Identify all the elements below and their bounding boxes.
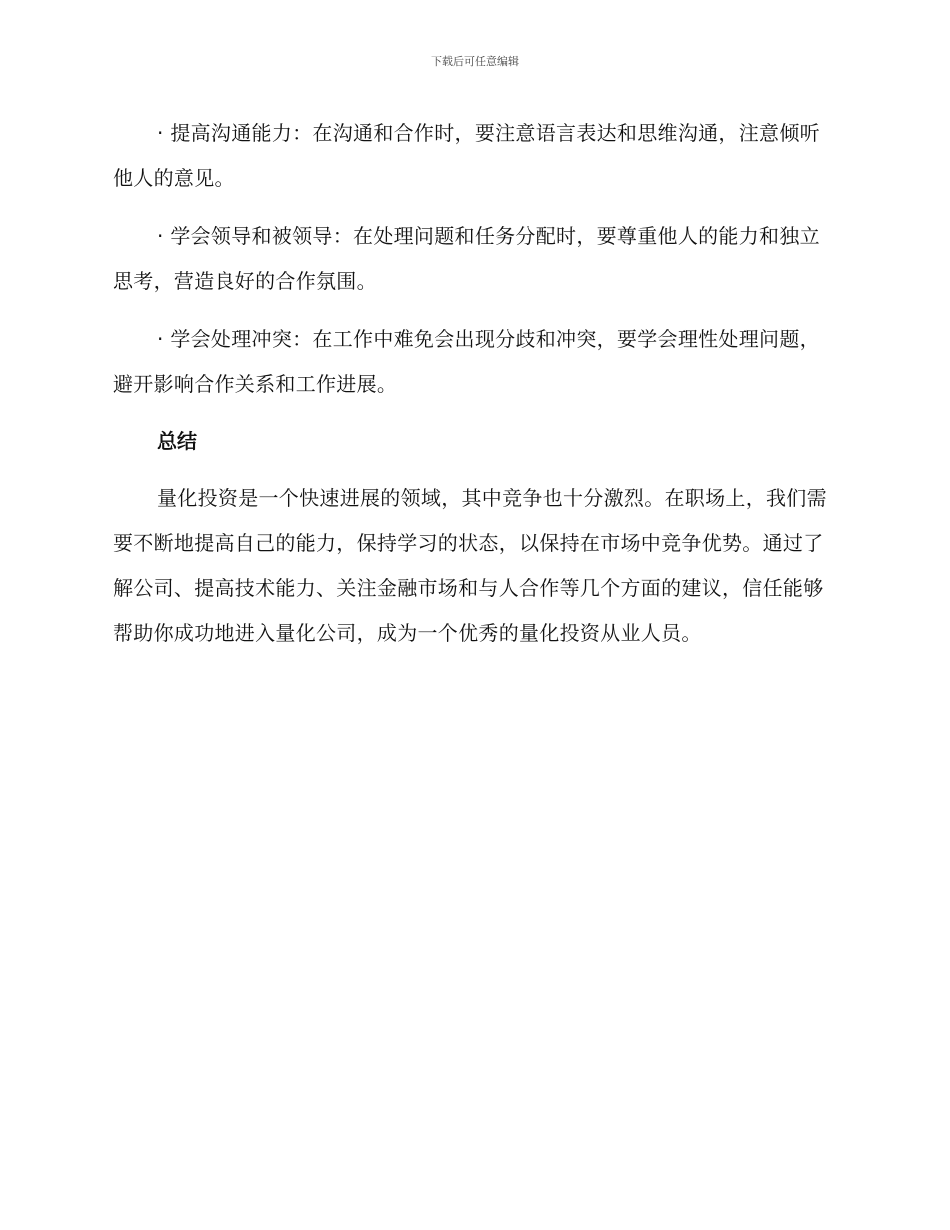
summary-heading: 总结 bbox=[157, 429, 197, 453]
bullet-communication: · 提高沟通能力：在沟通和合作时，要注意语言表达和思维沟通，注意倾听他人的意见。 bbox=[113, 121, 820, 190]
page-header: 下载后可任意编辑 bbox=[431, 55, 519, 68]
summary-paragraph: 量化投资是一个快速进展的领域，其中竞争也十分激烈。在职场上，我们需要不断地提高自己的能力，保持学习的状态，以保持在市场中竞争优势。通过了解公司、提高技术能力、关注金融市场和与人合作等几个方面的建议，信任能够帮助你成功地进入量化公司，成为一个优秀的量化投资从业人员。 bbox=[113, 486, 827, 645]
document-body bbox=[113, 111, 833, 656]
bullet-leadership: · 学会领导和被领导：在处理问题和任务分配时，要尊重他人的能力和独立思考，营造良好的合作氛围。 bbox=[113, 224, 820, 293]
bullet-conflict: · 学会处理冲突：在工作中难免会出现分歧和冲突，要学会理性处理问题，避开影响合作关系和工作进展。 bbox=[113, 327, 820, 396]
